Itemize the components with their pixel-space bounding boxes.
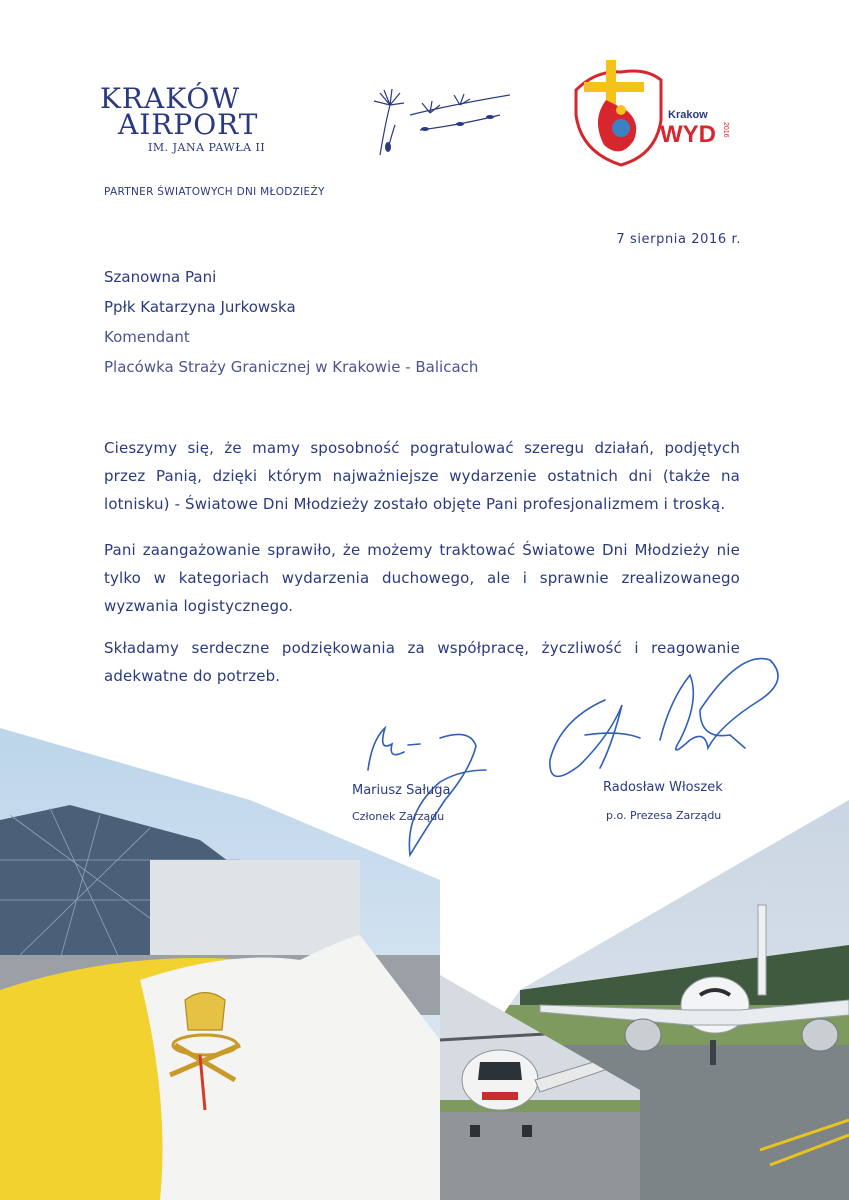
logo-line-2: AIRPORT xyxy=(118,108,259,141)
wyd-city: Krakow xyxy=(668,109,708,121)
signature-2-role: p.o. Prezesa Zarządu xyxy=(606,809,722,822)
signature-1-name: Mariusz Saługa xyxy=(352,783,451,798)
paragraph: Składamy serdeczne podziękowania za współpracę, życzliwość i reagowanie adekwatne do potrzeb. xyxy=(104,639,740,685)
wyd-text: WYD xyxy=(660,121,716,148)
logo-line-3: IM. JANA PAWŁA II xyxy=(148,141,266,154)
salutation: Szanowna Pani xyxy=(104,268,217,286)
signature-2-name: Radosław Włoszek xyxy=(603,780,723,795)
recipient-title: Komendant xyxy=(104,328,190,346)
letter-date: 7 sierpnia 2016 r. xyxy=(616,232,741,247)
signature-1-role: Członek Zarządu xyxy=(352,810,445,823)
partner-caption: PARTNER ŚWIATOWYCH DNI MŁODZIEŻY xyxy=(104,186,325,198)
paragraph: Cieszymy się, że mamy sposobność pogratulować szeregu działań, podjętych przez Panią, dzięki którym najważniejsze wydarzenie ostatnich dni (także na lotnisku) - Światowe Dni Młodzieży zostało objęte Pani profesjonalizmem i troską. xyxy=(104,439,740,513)
recipient-unit: Placówka Straży Granicznej w Krakowie - Balicach xyxy=(104,358,479,376)
recipient-name: Ppłk Katarzyna Jurkowska xyxy=(104,298,296,316)
wyd-year: 2016 xyxy=(722,122,729,138)
paragraph: Pani zaangażowanie sprawiło, że możemy traktować Światowe Dni Młodzieży nie tylko w kategoriach wydarzenia duchowego, ale i sprawnie zrealizowanego wyzwania logistycznego. xyxy=(104,541,740,615)
logo-line-1: KRAKÓW xyxy=(100,82,241,115)
